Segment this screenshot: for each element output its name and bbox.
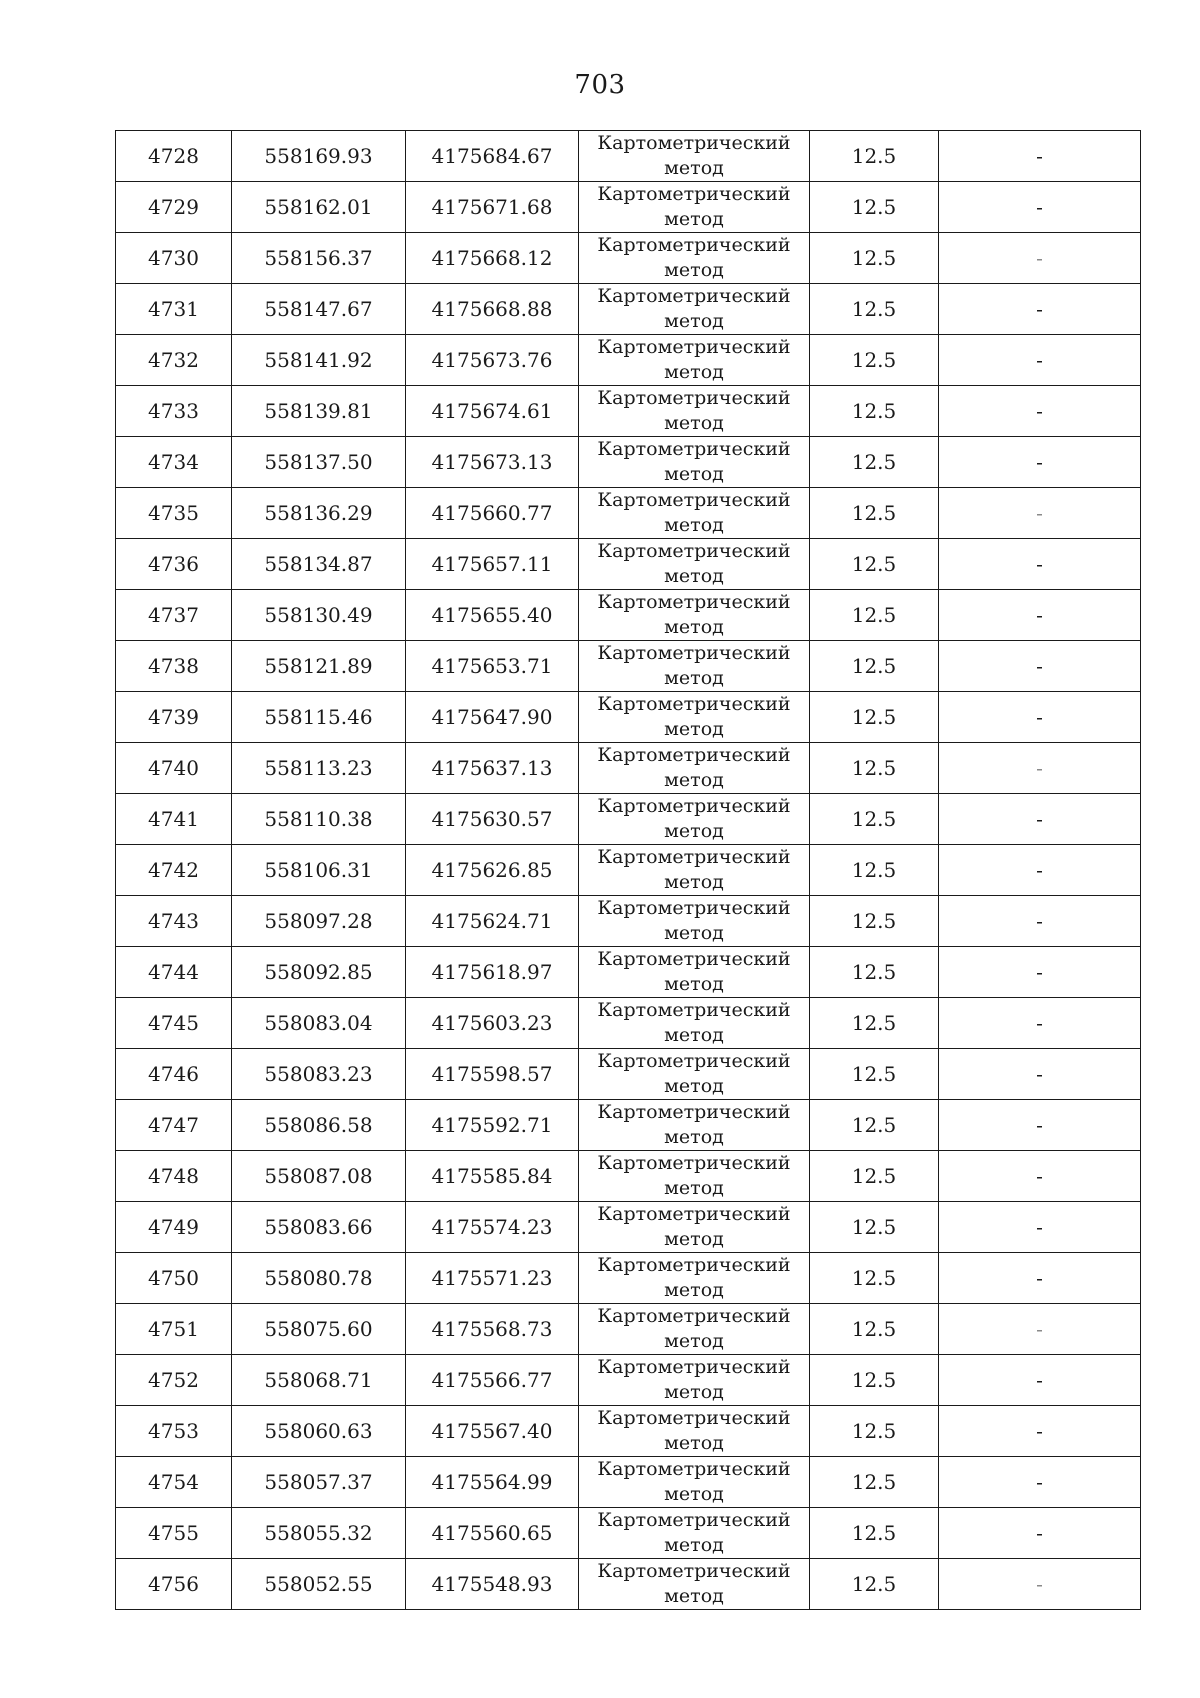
method-cell xyxy=(579,182,810,233)
accuracy-cell: 12.5 xyxy=(810,437,939,488)
note-cell: - xyxy=(939,1100,1141,1151)
note-cell: - xyxy=(939,947,1141,998)
x-coordinate-cell: 558086.58 xyxy=(232,1100,406,1151)
accuracy-cell: 12.5 xyxy=(810,1100,939,1151)
y-coordinate-cell: 4175668.88 xyxy=(406,284,579,335)
accuracy-cell: 12.5 xyxy=(810,131,939,182)
method-cell xyxy=(579,692,810,743)
method-line-1: Картометрический xyxy=(597,693,791,715)
table-row xyxy=(116,896,1141,947)
y-coordinate-cell: 4175585.84 xyxy=(406,1151,579,1202)
point-number-cell: 4747 xyxy=(116,1100,232,1151)
y-coordinate-cell: 4175566.77 xyxy=(406,1355,579,1406)
table-row xyxy=(116,233,1141,284)
y-coordinate-cell: 4175571.23 xyxy=(406,1253,579,1304)
accuracy-cell: 12.5 xyxy=(810,1559,939,1610)
method-line-2: метод xyxy=(664,769,724,791)
accuracy-cell: 12.5 xyxy=(810,233,939,284)
y-coordinate-cell: 4175637.13 xyxy=(406,743,579,794)
method-line-1: Картометрический xyxy=(597,1407,791,1429)
point-number-cell: 4755 xyxy=(116,1508,232,1559)
point-number-cell: 4746 xyxy=(116,1049,232,1100)
y-coordinate-cell: 4175564.99 xyxy=(406,1457,579,1508)
table-row xyxy=(116,998,1141,1049)
y-coordinate-cell: 4175673.13 xyxy=(406,437,579,488)
table-row xyxy=(116,488,1141,539)
method-line-2: метод xyxy=(664,463,724,485)
point-number-cell: 4742 xyxy=(116,845,232,896)
point-number-cell: 4743 xyxy=(116,896,232,947)
method-cell xyxy=(579,743,810,794)
note-cell: - xyxy=(939,1304,1141,1355)
method-line-2: метод xyxy=(664,616,724,638)
method-line-2: метод xyxy=(664,1279,724,1301)
accuracy-cell: 12.5 xyxy=(810,794,939,845)
point-number-cell: 4753 xyxy=(116,1406,232,1457)
accuracy-cell: 12.5 xyxy=(810,1202,939,1253)
method-line-1: Картометрический xyxy=(597,846,791,868)
x-coordinate-cell: 558052.55 xyxy=(232,1559,406,1610)
note-cell: - xyxy=(939,1508,1141,1559)
page-number: 703 xyxy=(574,70,626,100)
method-cell xyxy=(579,539,810,590)
accuracy-cell: 12.5 xyxy=(810,539,939,590)
y-coordinate-cell: 4175657.11 xyxy=(406,539,579,590)
point-number-cell: 4729 xyxy=(116,182,232,233)
method-line-2: метод xyxy=(664,1381,724,1403)
method-line-1: Картометрический xyxy=(597,591,791,613)
y-coordinate-cell: 4175624.71 xyxy=(406,896,579,947)
accuracy-cell: 12.5 xyxy=(810,1304,939,1355)
method-line-1: Картометрический xyxy=(597,795,791,817)
accuracy-cell: 12.5 xyxy=(810,1406,939,1457)
method-cell xyxy=(579,386,810,437)
method-line-1: Картометрический xyxy=(597,438,791,460)
y-coordinate-cell: 4175674.61 xyxy=(406,386,579,437)
accuracy-cell: 12.5 xyxy=(810,947,939,998)
y-coordinate-cell: 4175647.90 xyxy=(406,692,579,743)
point-number-cell: 4732 xyxy=(116,335,232,386)
x-coordinate-cell: 558121.89 xyxy=(232,641,406,692)
note-cell: - xyxy=(939,182,1141,233)
point-number-cell: 4744 xyxy=(116,947,232,998)
x-coordinate-cell: 558134.87 xyxy=(232,539,406,590)
y-coordinate-cell: 4175660.77 xyxy=(406,488,579,539)
table-row xyxy=(116,437,1141,488)
table-row xyxy=(116,692,1141,743)
point-number-cell: 4739 xyxy=(116,692,232,743)
method-cell xyxy=(579,1100,810,1151)
note-cell: - xyxy=(939,488,1141,539)
method-line-1: Картометрический xyxy=(597,1458,791,1480)
method-line-1: Картометрический xyxy=(597,1203,791,1225)
method-cell xyxy=(579,1049,810,1100)
x-coordinate-cell: 558083.04 xyxy=(232,998,406,1049)
method-line-2: метод xyxy=(664,667,724,689)
note-cell: - xyxy=(939,845,1141,896)
x-coordinate-cell: 558106.31 xyxy=(232,845,406,896)
note-cell: - xyxy=(939,1355,1141,1406)
method-cell xyxy=(579,794,810,845)
method-cell xyxy=(579,1253,810,1304)
point-number-cell: 4754 xyxy=(116,1457,232,1508)
method-line-1: Картометрический xyxy=(597,1305,791,1327)
table-row xyxy=(116,794,1141,845)
note-cell: - xyxy=(939,794,1141,845)
y-coordinate-cell: 4175671.68 xyxy=(406,182,579,233)
method-line-1: Картометрический xyxy=(597,234,791,256)
point-number-cell: 4741 xyxy=(116,794,232,845)
method-line-2: метод xyxy=(664,1126,724,1148)
x-coordinate-cell: 558130.49 xyxy=(232,590,406,641)
y-coordinate-cell: 4175603.23 xyxy=(406,998,579,1049)
method-line-2: метод xyxy=(664,1075,724,1097)
y-coordinate-cell: 4175618.97 xyxy=(406,947,579,998)
x-coordinate-cell: 558083.23 xyxy=(232,1049,406,1100)
method-line-1: Картометрический xyxy=(597,948,791,970)
x-coordinate-cell: 558156.37 xyxy=(232,233,406,284)
point-number-cell: 4731 xyxy=(116,284,232,335)
y-coordinate-cell: 4175626.85 xyxy=(406,845,579,896)
method-line-1: Картометрический xyxy=(597,1101,791,1123)
coordinates-table xyxy=(115,130,1141,1610)
y-coordinate-cell: 4175668.12 xyxy=(406,233,579,284)
note-cell: - xyxy=(939,692,1141,743)
y-coordinate-cell: 4175630.57 xyxy=(406,794,579,845)
point-number-cell: 4735 xyxy=(116,488,232,539)
table-row xyxy=(116,743,1141,794)
note-cell: - xyxy=(939,386,1141,437)
y-coordinate-cell: 4175567.40 xyxy=(406,1406,579,1457)
x-coordinate-cell: 558055.32 xyxy=(232,1508,406,1559)
note-cell: - xyxy=(939,590,1141,641)
method-line-2: метод xyxy=(664,1534,724,1556)
y-coordinate-cell: 4175574.23 xyxy=(406,1202,579,1253)
method-cell xyxy=(579,1406,810,1457)
accuracy-cell: 12.5 xyxy=(810,386,939,437)
y-coordinate-cell: 4175568.73 xyxy=(406,1304,579,1355)
x-coordinate-cell: 558097.28 xyxy=(232,896,406,947)
note-cell: - xyxy=(939,1457,1141,1508)
note-cell: - xyxy=(939,335,1141,386)
method-cell xyxy=(579,488,810,539)
point-number-cell: 4728 xyxy=(116,131,232,182)
x-coordinate-cell: 558141.92 xyxy=(232,335,406,386)
note-cell: - xyxy=(939,131,1141,182)
method-line-2: метод xyxy=(664,1228,724,1250)
x-coordinate-cell: 558060.63 xyxy=(232,1406,406,1457)
x-coordinate-cell: 558087.08 xyxy=(232,1151,406,1202)
table-row xyxy=(116,284,1141,335)
x-coordinate-cell: 558083.66 xyxy=(232,1202,406,1253)
accuracy-cell: 12.5 xyxy=(810,1457,939,1508)
method-line-1: Картометрический xyxy=(597,999,791,1021)
y-coordinate-cell: 4175653.71 xyxy=(406,641,579,692)
table-row xyxy=(116,1457,1141,1508)
method-line-1: Картометрический xyxy=(597,1356,791,1378)
point-number-cell: 4740 xyxy=(116,743,232,794)
table-row xyxy=(116,386,1141,437)
accuracy-cell: 12.5 xyxy=(810,590,939,641)
accuracy-cell: 12.5 xyxy=(810,1508,939,1559)
method-line-1: Картометрический xyxy=(597,285,791,307)
note-cell: - xyxy=(939,1559,1141,1610)
y-coordinate-cell: 4175655.40 xyxy=(406,590,579,641)
method-line-2: метод xyxy=(664,1585,724,1607)
accuracy-cell: 12.5 xyxy=(810,284,939,335)
table-row xyxy=(116,1202,1141,1253)
method-line-2: метод xyxy=(664,361,724,383)
method-line-1: Картометрический xyxy=(597,489,791,511)
method-line-2: метод xyxy=(664,871,724,893)
note-cell: - xyxy=(939,998,1141,1049)
table-row xyxy=(116,1100,1141,1151)
accuracy-cell: 12.5 xyxy=(810,335,939,386)
table-row xyxy=(116,1406,1141,1457)
accuracy-cell: 12.5 xyxy=(810,1355,939,1406)
method-line-2: метод xyxy=(664,1177,724,1199)
x-coordinate-cell: 558057.37 xyxy=(232,1457,406,1508)
note-cell: - xyxy=(939,743,1141,794)
table-row xyxy=(116,1151,1141,1202)
method-cell xyxy=(579,1304,810,1355)
method-line-2: метод xyxy=(664,1024,724,1046)
y-coordinate-cell: 4175592.71 xyxy=(406,1100,579,1151)
x-coordinate-cell: 558113.23 xyxy=(232,743,406,794)
point-number-cell: 4756 xyxy=(116,1559,232,1610)
method-cell xyxy=(579,335,810,386)
point-number-cell: 4748 xyxy=(116,1151,232,1202)
accuracy-cell: 12.5 xyxy=(810,1049,939,1100)
method-line-2: метод xyxy=(664,208,724,230)
point-number-cell: 4730 xyxy=(116,233,232,284)
method-line-2: метод xyxy=(664,157,724,179)
accuracy-cell: 12.5 xyxy=(810,488,939,539)
y-coordinate-cell: 4175673.76 xyxy=(406,335,579,386)
x-coordinate-cell: 558115.46 xyxy=(232,692,406,743)
note-cell: - xyxy=(939,1253,1141,1304)
method-line-2: метод xyxy=(664,1330,724,1352)
table-row xyxy=(116,1559,1141,1610)
accuracy-cell: 12.5 xyxy=(810,743,939,794)
note-cell: - xyxy=(939,284,1141,335)
point-number-cell: 4745 xyxy=(116,998,232,1049)
method-line-2: метод xyxy=(664,259,724,281)
x-coordinate-cell: 558080.78 xyxy=(232,1253,406,1304)
accuracy-cell: 12.5 xyxy=(810,845,939,896)
method-line-2: метод xyxy=(664,565,724,587)
x-coordinate-cell: 558068.71 xyxy=(232,1355,406,1406)
point-number-cell: 4737 xyxy=(116,590,232,641)
table-row xyxy=(116,590,1141,641)
point-number-cell: 4752 xyxy=(116,1355,232,1406)
table-row xyxy=(116,1355,1141,1406)
y-coordinate-cell: 4175598.57 xyxy=(406,1049,579,1100)
y-coordinate-cell: 4175684.67 xyxy=(406,131,579,182)
method-cell xyxy=(579,131,810,182)
method-cell xyxy=(579,1151,810,1202)
method-line-1: Картометрический xyxy=(597,336,791,358)
method-line-2: метод xyxy=(664,718,724,740)
y-coordinate-cell: 4175548.93 xyxy=(406,1559,579,1610)
method-cell xyxy=(579,1457,810,1508)
note-cell: - xyxy=(939,641,1141,692)
method-line-1: Картометрический xyxy=(597,1152,791,1174)
x-coordinate-cell: 558092.85 xyxy=(232,947,406,998)
method-line-1: Картометрический xyxy=(597,1050,791,1072)
x-coordinate-cell: 558110.38 xyxy=(232,794,406,845)
method-cell xyxy=(579,845,810,896)
method-cell xyxy=(579,1559,810,1610)
x-coordinate-cell: 558139.81 xyxy=(232,386,406,437)
table-row xyxy=(116,1508,1141,1559)
point-number-cell: 4736 xyxy=(116,539,232,590)
accuracy-cell: 12.5 xyxy=(810,182,939,233)
method-cell xyxy=(579,1355,810,1406)
method-cell xyxy=(579,437,810,488)
method-line-1: Картометрический xyxy=(597,642,791,664)
note-cell: - xyxy=(939,437,1141,488)
note-cell: - xyxy=(939,1049,1141,1100)
note-cell: - xyxy=(939,1202,1141,1253)
note-cell: - xyxy=(939,539,1141,590)
method-line-1: Картометрический xyxy=(597,1560,791,1582)
accuracy-cell: 12.5 xyxy=(810,998,939,1049)
x-coordinate-cell: 558136.29 xyxy=(232,488,406,539)
table-row xyxy=(116,947,1141,998)
x-coordinate-cell: 558169.93 xyxy=(232,131,406,182)
method-cell xyxy=(579,284,810,335)
method-line-2: метод xyxy=(664,310,724,332)
method-line-2: метод xyxy=(664,412,724,434)
accuracy-cell: 12.5 xyxy=(810,1151,939,1202)
x-coordinate-cell: 558075.60 xyxy=(232,1304,406,1355)
point-number-cell: 4734 xyxy=(116,437,232,488)
method-line-2: метод xyxy=(664,1432,724,1454)
method-line-1: Картометрический xyxy=(597,132,791,154)
table-row xyxy=(116,539,1141,590)
method-line-1: Картометрический xyxy=(597,387,791,409)
table-row xyxy=(116,641,1141,692)
method-line-1: Картометрический xyxy=(597,744,791,766)
method-line-2: метод xyxy=(664,820,724,842)
point-number-cell: 4750 xyxy=(116,1253,232,1304)
method-cell xyxy=(579,641,810,692)
accuracy-cell: 12.5 xyxy=(810,1253,939,1304)
accuracy-cell: 12.5 xyxy=(810,641,939,692)
note-cell: - xyxy=(939,1151,1141,1202)
method-cell xyxy=(579,896,810,947)
table-row xyxy=(116,1253,1141,1304)
table-row xyxy=(116,182,1141,233)
x-coordinate-cell: 558162.01 xyxy=(232,182,406,233)
method-line-1: Картометрический xyxy=(597,183,791,205)
method-line-2: метод xyxy=(664,973,724,995)
method-cell xyxy=(579,233,810,284)
table-row xyxy=(116,1304,1141,1355)
accuracy-cell: 12.5 xyxy=(810,896,939,947)
method-cell xyxy=(579,998,810,1049)
method-line-2: метод xyxy=(664,514,724,536)
x-coordinate-cell: 558137.50 xyxy=(232,437,406,488)
x-coordinate-cell: 558147.67 xyxy=(232,284,406,335)
note-cell: - xyxy=(939,1406,1141,1457)
method-line-1: Картометрический xyxy=(597,1509,791,1531)
method-line-1: Картометрический xyxy=(597,1254,791,1276)
y-coordinate-cell: 4175560.65 xyxy=(406,1508,579,1559)
point-number-cell: 4749 xyxy=(116,1202,232,1253)
accuracy-cell: 12.5 xyxy=(810,692,939,743)
note-cell: - xyxy=(939,896,1141,947)
method-line-2: метод xyxy=(664,922,724,944)
method-line-1: Картометрический xyxy=(597,897,791,919)
method-cell xyxy=(579,947,810,998)
table-row xyxy=(116,335,1141,386)
note-cell: - xyxy=(939,233,1141,284)
coordinates-table-body xyxy=(116,131,1141,1610)
table-row xyxy=(116,1049,1141,1100)
method-cell xyxy=(579,1508,810,1559)
point-number-cell: 4738 xyxy=(116,641,232,692)
method-cell xyxy=(579,590,810,641)
method-cell xyxy=(579,1202,810,1253)
point-number-cell: 4733 xyxy=(116,386,232,437)
point-number-cell: 4751 xyxy=(116,1304,232,1355)
table-row xyxy=(116,845,1141,896)
method-line-1: Картометрический xyxy=(597,540,791,562)
method-line-2: метод xyxy=(664,1483,724,1505)
table-row xyxy=(116,131,1141,182)
